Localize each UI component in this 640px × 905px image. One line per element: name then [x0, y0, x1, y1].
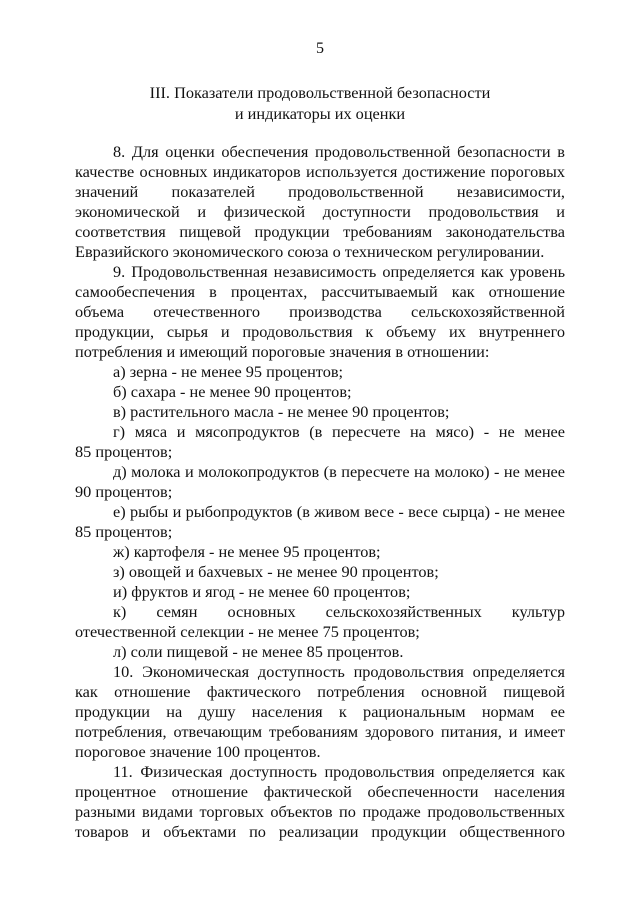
text-line: как отношение фактического потребления основной пищевой — [75, 682, 565, 701]
text-line: пороговое значение 100 процентов. — [75, 742, 321, 761]
section-title-line-1: III. Показатели продовольственной безопасности — [149, 83, 491, 102]
text-line: соответствия пищевой продукции требованиям законодательства — [75, 222, 565, 241]
list-item: и) фруктов и ягод - не менее 60 процентов; — [113, 582, 411, 601]
list-item: л) соли пищевой - не менее 85 процентов. — [113, 642, 404, 661]
text-line: разными видами торговых объектов по продаже продовольственных — [75, 802, 565, 821]
section-title — [0, 82, 640, 124]
list-item: ж) картофеля - не менее 95 процентов; — [113, 542, 381, 561]
text-line: экономической и физической доступности продовольствия и — [75, 202, 565, 221]
text-line: объема отечественного производства сельскохозяйственной — [75, 302, 565, 321]
list-item: к) семян основных сельскохозяйственных культур — [113, 602, 565, 621]
page-number: 5 — [316, 40, 324, 57]
text-line: Евразийского экономического союза о техническом регулировании. — [75, 242, 545, 261]
text-line: 10. Экономическая доступность продовольствия определяется — [113, 662, 565, 681]
text-line: потребления и имеющий пороговые значения в отношении: — [75, 342, 490, 361]
list-item: з) овощей и бахчевых - не менее 90 процентов; — [113, 562, 439, 581]
list-item: б) сахара - не менее 90 процентов; — [113, 382, 352, 401]
text-line: 9. Продовольственная независимость определяется как уровень — [113, 262, 565, 281]
list-item: е) рыбы и рыбопродуктов (в живом весе - весе сырца) - не менее — [113, 502, 565, 521]
list-item-continued: 85 процентов; — [75, 442, 173, 461]
text-line: качестве основных индикаторов используется достижение пороговых — [75, 162, 565, 181]
text-line: потребления, отвечающим требованиям здорового питания, и имеет — [75, 722, 565, 741]
list-item-continued: 90 процентов; — [75, 482, 173, 501]
list-item: в) растительного масла - не менее 90 процентов; — [113, 402, 450, 421]
list-item: д) молока и молокопродуктов (в пересчете на молоко) - не менее — [113, 462, 565, 481]
list-item: г) мяса и мясопродуктов (в пересчете на мясо) - не менее — [113, 422, 565, 441]
text-line: товаров и объектами по реализации продукции общественного — [75, 822, 565, 841]
text-line: продукции, сырья и продовольствия к объему их внутреннего — [75, 322, 565, 341]
text-line: процентное отношение фактической обеспеченности населения — [75, 782, 565, 801]
list-item-continued: 85 процентов; — [75, 522, 173, 541]
text-line: 8. Для оценки обеспечения продовольственной безопасности в — [113, 142, 565, 161]
list-item-continued: отечественной селекции - не менее 75 процентов; — [75, 622, 420, 641]
section-title-line-2: и индикаторы их оценки — [234, 104, 406, 123]
text-line: продукции на душу населения к рациональным нормам ее — [75, 702, 565, 721]
text-line: 11. Физическая доступность продовольствия определяется как — [113, 762, 565, 781]
text-line: самообеспечения в процентах, рассчитываемый как отношение — [75, 282, 565, 301]
list-item: а) зерна - не менее 95 процентов; — [113, 362, 344, 381]
text-line: значений показателей продовольственной независимости, — [75, 182, 565, 201]
